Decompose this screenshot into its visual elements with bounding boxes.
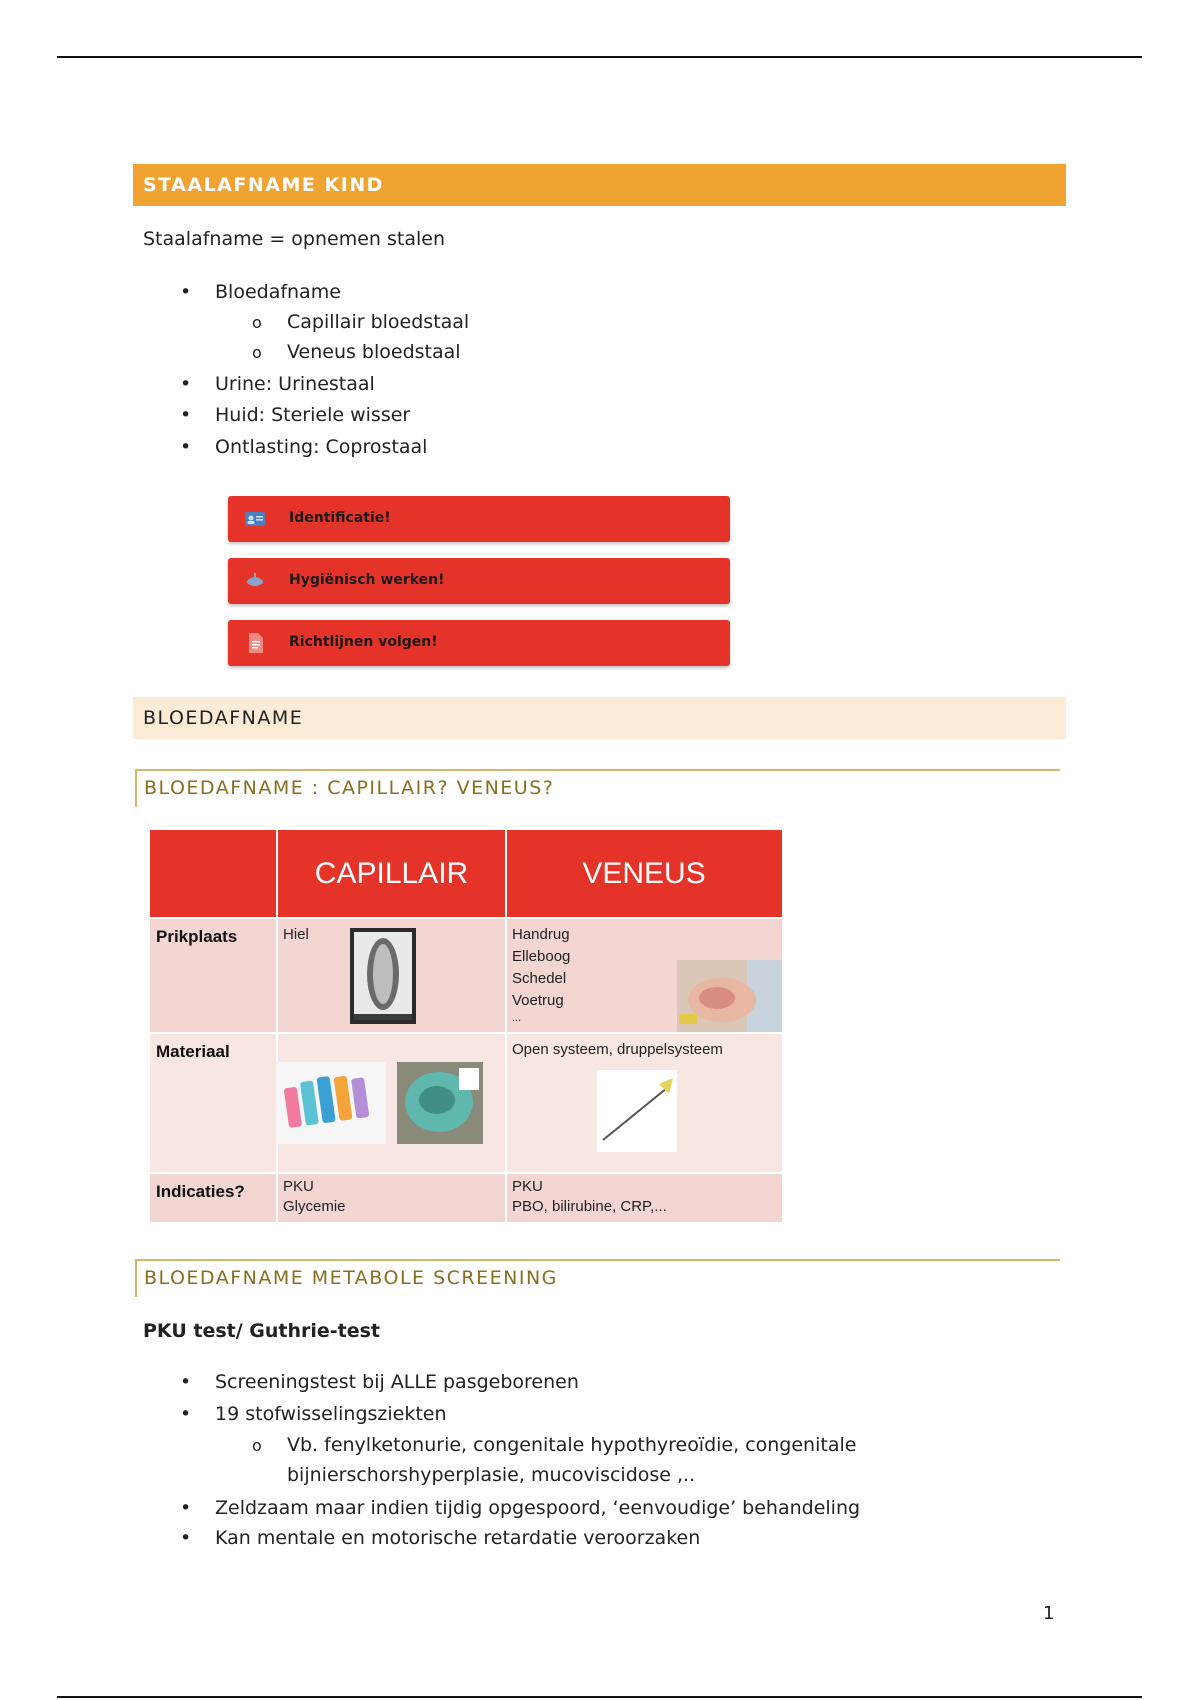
cell-prikplaats-capillair: Hiel: [277, 918, 506, 1033]
bullet-icon: •: [180, 373, 192, 395]
cell-indicaties-veneus: PKU PBO, bilirubine, CRP,...: [506, 1173, 782, 1222]
table-divider: [150, 1172, 782, 1174]
intro-text: Staalafname = opnemen stalen: [143, 228, 445, 250]
reminder-label: Identificatie!: [289, 510, 391, 526]
cell-indicaties-capillair: PKU Glycemie: [277, 1173, 506, 1222]
sub-bullet-icon: o: [252, 313, 262, 332]
bullet-icon: •: [180, 436, 192, 458]
table-divider: [276, 830, 278, 1222]
row-label-indicaties: Indicaties?: [150, 1173, 277, 1222]
hand-wash-icon: [244, 571, 266, 591]
reminder-label: Hygiënisch werken!: [289, 572, 445, 588]
id-card-icon: [244, 509, 266, 529]
table-header-empty: [150, 830, 277, 918]
bullet-icon: •: [180, 1403, 192, 1425]
sub-bullet-icon: o: [252, 1436, 262, 1455]
section-banner: STAALAFNAME KIND: [133, 164, 1066, 206]
row-label-materiaal: Materiaal: [150, 1033, 277, 1173]
bullet-icon: •: [180, 1527, 192, 1549]
page-bottom-rule: [57, 1696, 1142, 1698]
cell-prikplaats-veneus: Handrug Elleboog Schedel Voetrug ...: [506, 918, 782, 1033]
bullet-icon: •: [180, 404, 192, 426]
table-divider: [505, 830, 507, 1222]
bullet-icon: •: [180, 1497, 192, 1519]
heel-warmer-image: [397, 1062, 483, 1144]
subheading-bloedafname: BLOEDAFNAME: [133, 697, 1066, 739]
cell-materiaal-veneus: Open systeem, druppelsysteem: [506, 1033, 782, 1173]
heading-metabole-screening: BLOEDAFNAME METABOLE SCREENING: [135, 1259, 1060, 1297]
row-label-prikplaats: Prikplaats: [150, 918, 277, 1033]
reminder-identificatie: [228, 496, 730, 542]
document-icon: [244, 633, 266, 653]
reminder-label: Richtlijnen volgen!: [289, 634, 438, 650]
capillary-tubes-image: [276, 1062, 386, 1144]
table-header-veneus: VENEUS: [506, 830, 782, 918]
pku-title: PKU test/ Guthrie-test: [143, 1320, 381, 1342]
comparison-table: [150, 830, 782, 1222]
bullet-icon: •: [180, 281, 192, 303]
page-number: 1: [1043, 1603, 1055, 1624]
table-divider: [150, 917, 782, 919]
heel-footprint-image: [350, 928, 416, 1024]
table-header-capillair: CAPILLAIR: [277, 830, 506, 918]
bullet-icon: •: [180, 1371, 192, 1393]
sub-bullet-icon: o: [252, 343, 262, 362]
reminder-richtlijnen: [228, 620, 730, 666]
heading-capillair-veneus: BLOEDAFNAME : CAPILLAIR? VENEUS?: [135, 769, 1060, 807]
table-divider: [150, 1032, 782, 1034]
needle-image: [597, 1070, 677, 1152]
page-top-rule: [57, 56, 1142, 58]
baby-hand-image: [677, 960, 782, 1032]
reminder-hygienisch: [228, 558, 730, 604]
